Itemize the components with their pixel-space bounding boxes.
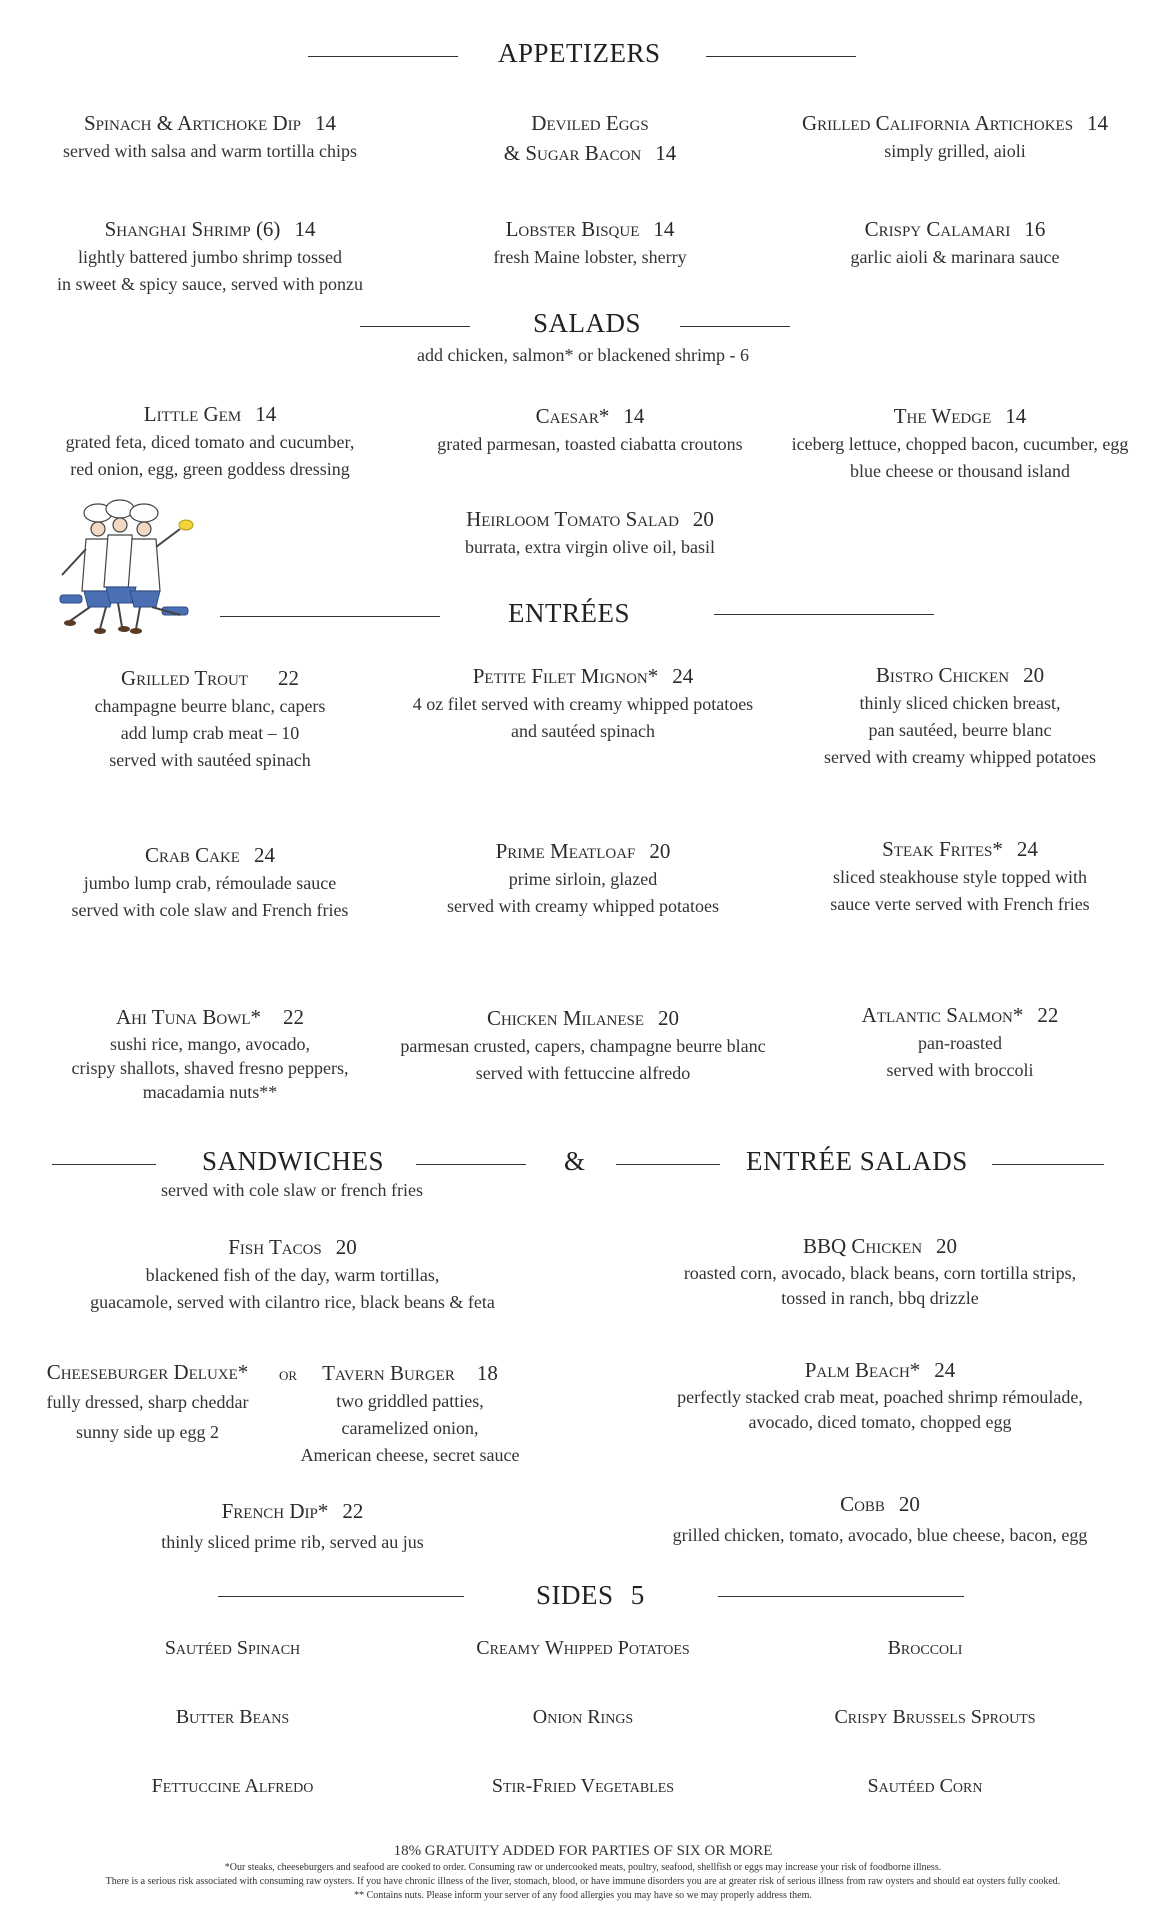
menu-item [40,1496,545,1558]
item-description: sliced steakhouse style topped with [833,867,1087,887]
item-price: 14 [1005,404,1027,428]
menu-item [760,660,1160,771]
item-description: served with creamy whipped potatoes [447,896,719,916]
item-description: burrata, extra virgin olive oil, basil [464,537,716,557]
menu-item [20,399,400,483]
item-description: jumbo lump crab, rémoulade sauce [83,873,337,893]
item-price: 20 [898,1492,920,1516]
item-name: Cobb [840,1492,885,1516]
item-price: 20 [335,1235,357,1259]
item-description: macadamia nuts** [142,1082,278,1102]
item-description: fully dressed, sharp cheddar [46,1392,249,1412]
item-name: Lobster Bisque [505,217,640,241]
menu-item [20,663,400,774]
menu-item [610,1355,1150,1435]
item-description: served with broccoli [886,1060,1034,1080]
side-item: Fettuccine Alfredo [151,1775,314,1797]
item-name: Palm Beach* [804,1358,921,1382]
item-name: Petite Filet Mignon* [472,664,659,688]
section-rule [220,616,440,617]
entree-salads-title: ENTRÉE SALADS [746,1146,968,1176]
item-description: perfectly stacked crab meat, poached shrimp rémoulade, [677,1387,1083,1407]
item-description: sunny side up egg 2 [76,1422,219,1442]
item-description: fresh Maine lobster, sherry [493,247,687,267]
section-rule [218,1596,464,1597]
item-name: Heirloom Tomato Salad [466,507,679,531]
item-price: 20 [1023,663,1045,687]
menu-item [760,108,1150,165]
item-name: Chicken Milanese [486,1006,645,1030]
item-description: roasted corn, avocado, black beans, corn tortilla strips, [683,1263,1077,1283]
raw-food-disclaimer: *Our steaks, cheeseburgers and seafood are cooked to order. Consuming raw or undercooked meats, poultry, seafood, shellfish or eggs may increase your risk of foodborne illness. [224,1862,942,1873]
item-description: served with fettuccine alfredo [475,1063,691,1083]
item-description: 4 oz filet served with creamy whipped potatoes [412,694,754,714]
item-price: 16 [1024,217,1046,241]
sides-price: 5 [630,1580,645,1610]
section-rule [992,1164,1104,1165]
item-description: guacamole, served with cilantro rice, black beans & feta [90,1292,495,1312]
item-description: served with creamy whipped potatoes [824,747,1096,767]
item-description: tossed in ranch, bbq drizzle [781,1288,979,1308]
item-description: sushi rice, mango, avocado, [110,1034,310,1054]
gratuity-notice: 18% GRATUITY ADDED FOR PARTIES OF SIX OR MORE [393,1843,773,1859]
item-name: Crab Cake [145,843,240,867]
item-price: 20 [692,507,714,531]
item-description: garlic aioli & marinara sauce [850,247,1060,267]
side-item: Creamy Whipped Potatoes [476,1637,690,1659]
item-quantity: (6) [255,217,281,241]
section-rule [680,326,790,327]
item-description: American cheese, secret sauce [300,1445,520,1465]
nut-allergy-disclaimer: ** Contains nuts. Please inform your server of any food allergies you may have so we may properly address them. [354,1890,812,1901]
section-rule [616,1164,720,1165]
side-item: Sautéed Corn [867,1775,983,1797]
item-price: 20 [649,839,671,863]
menu-item [40,1232,545,1316]
menu-item [20,108,400,165]
item-description: parmesan crusted, capers, champagne beurre blanc [400,1036,766,1056]
appetizers-title: APPETIZERS [498,38,661,68]
item-name: Caesar* [535,404,610,428]
sandwiches-note: served with cole slaw or french fries [161,1180,423,1200]
item-price: 24 [934,1358,956,1382]
item-price: 14 [653,217,675,241]
menu-item [400,401,780,458]
item-description: add lump crab meat – 10 [120,723,300,743]
side-item: Sautéed Spinach [164,1637,301,1659]
item-name: Crispy Calamari [864,217,1011,241]
item-description: blue cheese or thousand island [850,461,1070,481]
item-price: 14 [255,402,277,426]
item-description: served with salsa and warm tortilla chips [63,141,357,161]
item-name: Ahi Tuna Bowl* [115,1005,262,1029]
item-name: Atlantic Salmon* [861,1003,1024,1027]
item-name: Prime Meatloaf [495,839,636,863]
item-description: served with cole slaw and French fries [71,900,349,920]
menu-item [25,1357,270,1447]
item-price: 22 [283,1005,305,1029]
item-name: Spinach & Artichoke Dip [83,111,302,135]
item-name: Little Gem [143,402,242,426]
menu-item [760,834,1160,918]
item-name: Fish Tacos [228,1235,322,1259]
sides-title [536,1580,645,1611]
item-price: 14 [655,141,677,165]
item-price: 20 [936,1234,958,1258]
menu-item [760,214,1150,271]
item-description: avocado, diced tomato, chopped egg [748,1412,1012,1432]
item-description: grated parmesan, toasted ciabatta croutons [437,434,743,454]
item-price: 24 [672,664,694,688]
section-rule [360,326,470,327]
item-description: blackened fish of the day, warm tortillas, [145,1265,440,1285]
item-price: 24 [253,843,275,867]
item-name: Bistro Chicken [875,663,1010,687]
item-name: Deviled Eggs [531,111,649,135]
entrees-title: ENTRÉES [508,598,630,628]
item-description: simply grilled, aioli [884,141,1026,161]
item-name: BBQ Chicken [802,1234,923,1258]
item-name: The Wedge [893,404,992,428]
menu-item [400,214,780,271]
sides-label: SIDES [536,1580,614,1610]
section-rule [718,1596,964,1597]
item-price: 20 [658,1006,680,1030]
item-description: iceberg lettuce, chopped bacon, cucumber, egg [791,434,1129,454]
item-name: & Sugar Bacon [503,141,642,165]
menu-item [373,1003,793,1087]
item-name: or [278,1364,298,1384]
item-description: pan-roasted [918,1033,1002,1053]
item-description: grated feta, diced tomato and cucumber, [65,432,355,452]
item-description: grilled chicken, tomato, avocado, blue cheese, bacon, egg [672,1525,1088,1545]
item-name: Shanghai Shrimp [104,217,251,241]
item-price: 24 [1016,837,1038,861]
side-item: Crispy Brussels Sprouts [834,1706,1036,1728]
menu-item [610,1489,1150,1551]
section-rule [308,56,458,57]
item-name: French Dip* [221,1499,329,1523]
side-item: Onion Rings [532,1706,634,1728]
item-price: 22 [342,1499,364,1523]
section-rule [714,614,934,615]
side-item: Stir-Fried Vegetables [491,1775,675,1797]
ampersand: & [564,1146,586,1176]
item-price: 22 [1037,1003,1059,1027]
menu-item [400,504,780,561]
item-price: 14 [294,217,316,241]
menu-item [400,108,780,168]
item-description: red onion, egg, green goddess dressing [70,459,350,479]
menu-item [383,836,783,920]
item-price: 22 [278,666,300,690]
item-description: pan sautéed, beurre blanc [868,720,1052,740]
item-description: sauce verte served with French fries [830,894,1090,914]
item-price: 18 [476,1361,498,1385]
item-description: caramelized onion, [341,1418,479,1438]
item-description: thinly sliced chicken breast, [859,693,1061,713]
menu-item [760,401,1160,485]
menu-item [383,661,783,745]
item-description: crispy shallots, shaved fresno peppers, [71,1058,349,1078]
menu-item [20,214,400,298]
section-rule [706,56,856,57]
item-description: and sautéed spinach [511,721,655,741]
salads-note: add chicken, salmon* or blackened shrimp - 6 [417,345,749,365]
menu-item [20,840,400,924]
item-description: thinly sliced prime rib, served au jus [161,1532,424,1552]
section-rule [416,1164,526,1165]
item-name: Grilled California Artichokes [801,111,1074,135]
item-name: Cheeseburger Deluxe* [46,1360,249,1384]
menu-item [20,1002,400,1104]
dancing-chefs-icon [40,495,205,635]
item-description: served with sautéed spinach [109,750,311,770]
item-name: Tavern Burger [322,1361,455,1385]
item-description: two griddled patties, [336,1391,484,1411]
item-description: lightly battered jumbo shrimp tossed [78,247,342,267]
item-price: 14 [1087,111,1109,135]
item-price: 14 [623,404,645,428]
section-rule [52,1164,156,1165]
salads-title: SALADS [533,308,642,338]
item-price: 14 [315,111,337,135]
menu-item [610,1231,1150,1311]
side-item: Broccoli [887,1637,963,1659]
menu-item [760,1000,1160,1084]
item-description: prime sirloin, glazed [508,869,658,889]
item-description: champagne beurre blanc, capers [94,696,326,716]
oyster-disclaimer: There is a serious risk associated with consuming raw oysters. If you have chronic illness of the liver, stomach, blood, or have immune disorders you are at greater risk of serious illness from raw oysters and should eat oysters fully cooked. [105,1876,1061,1887]
item-name: Steak Frites* [882,837,1003,861]
menu-item [290,1358,530,1469]
item-description: in sweet & spicy sauce, served with ponzu [57,274,363,294]
sandwiches-title: SANDWICHES [202,1146,385,1176]
side-item: Butter Beans [175,1706,290,1728]
item-name: Grilled Trout [120,666,249,690]
